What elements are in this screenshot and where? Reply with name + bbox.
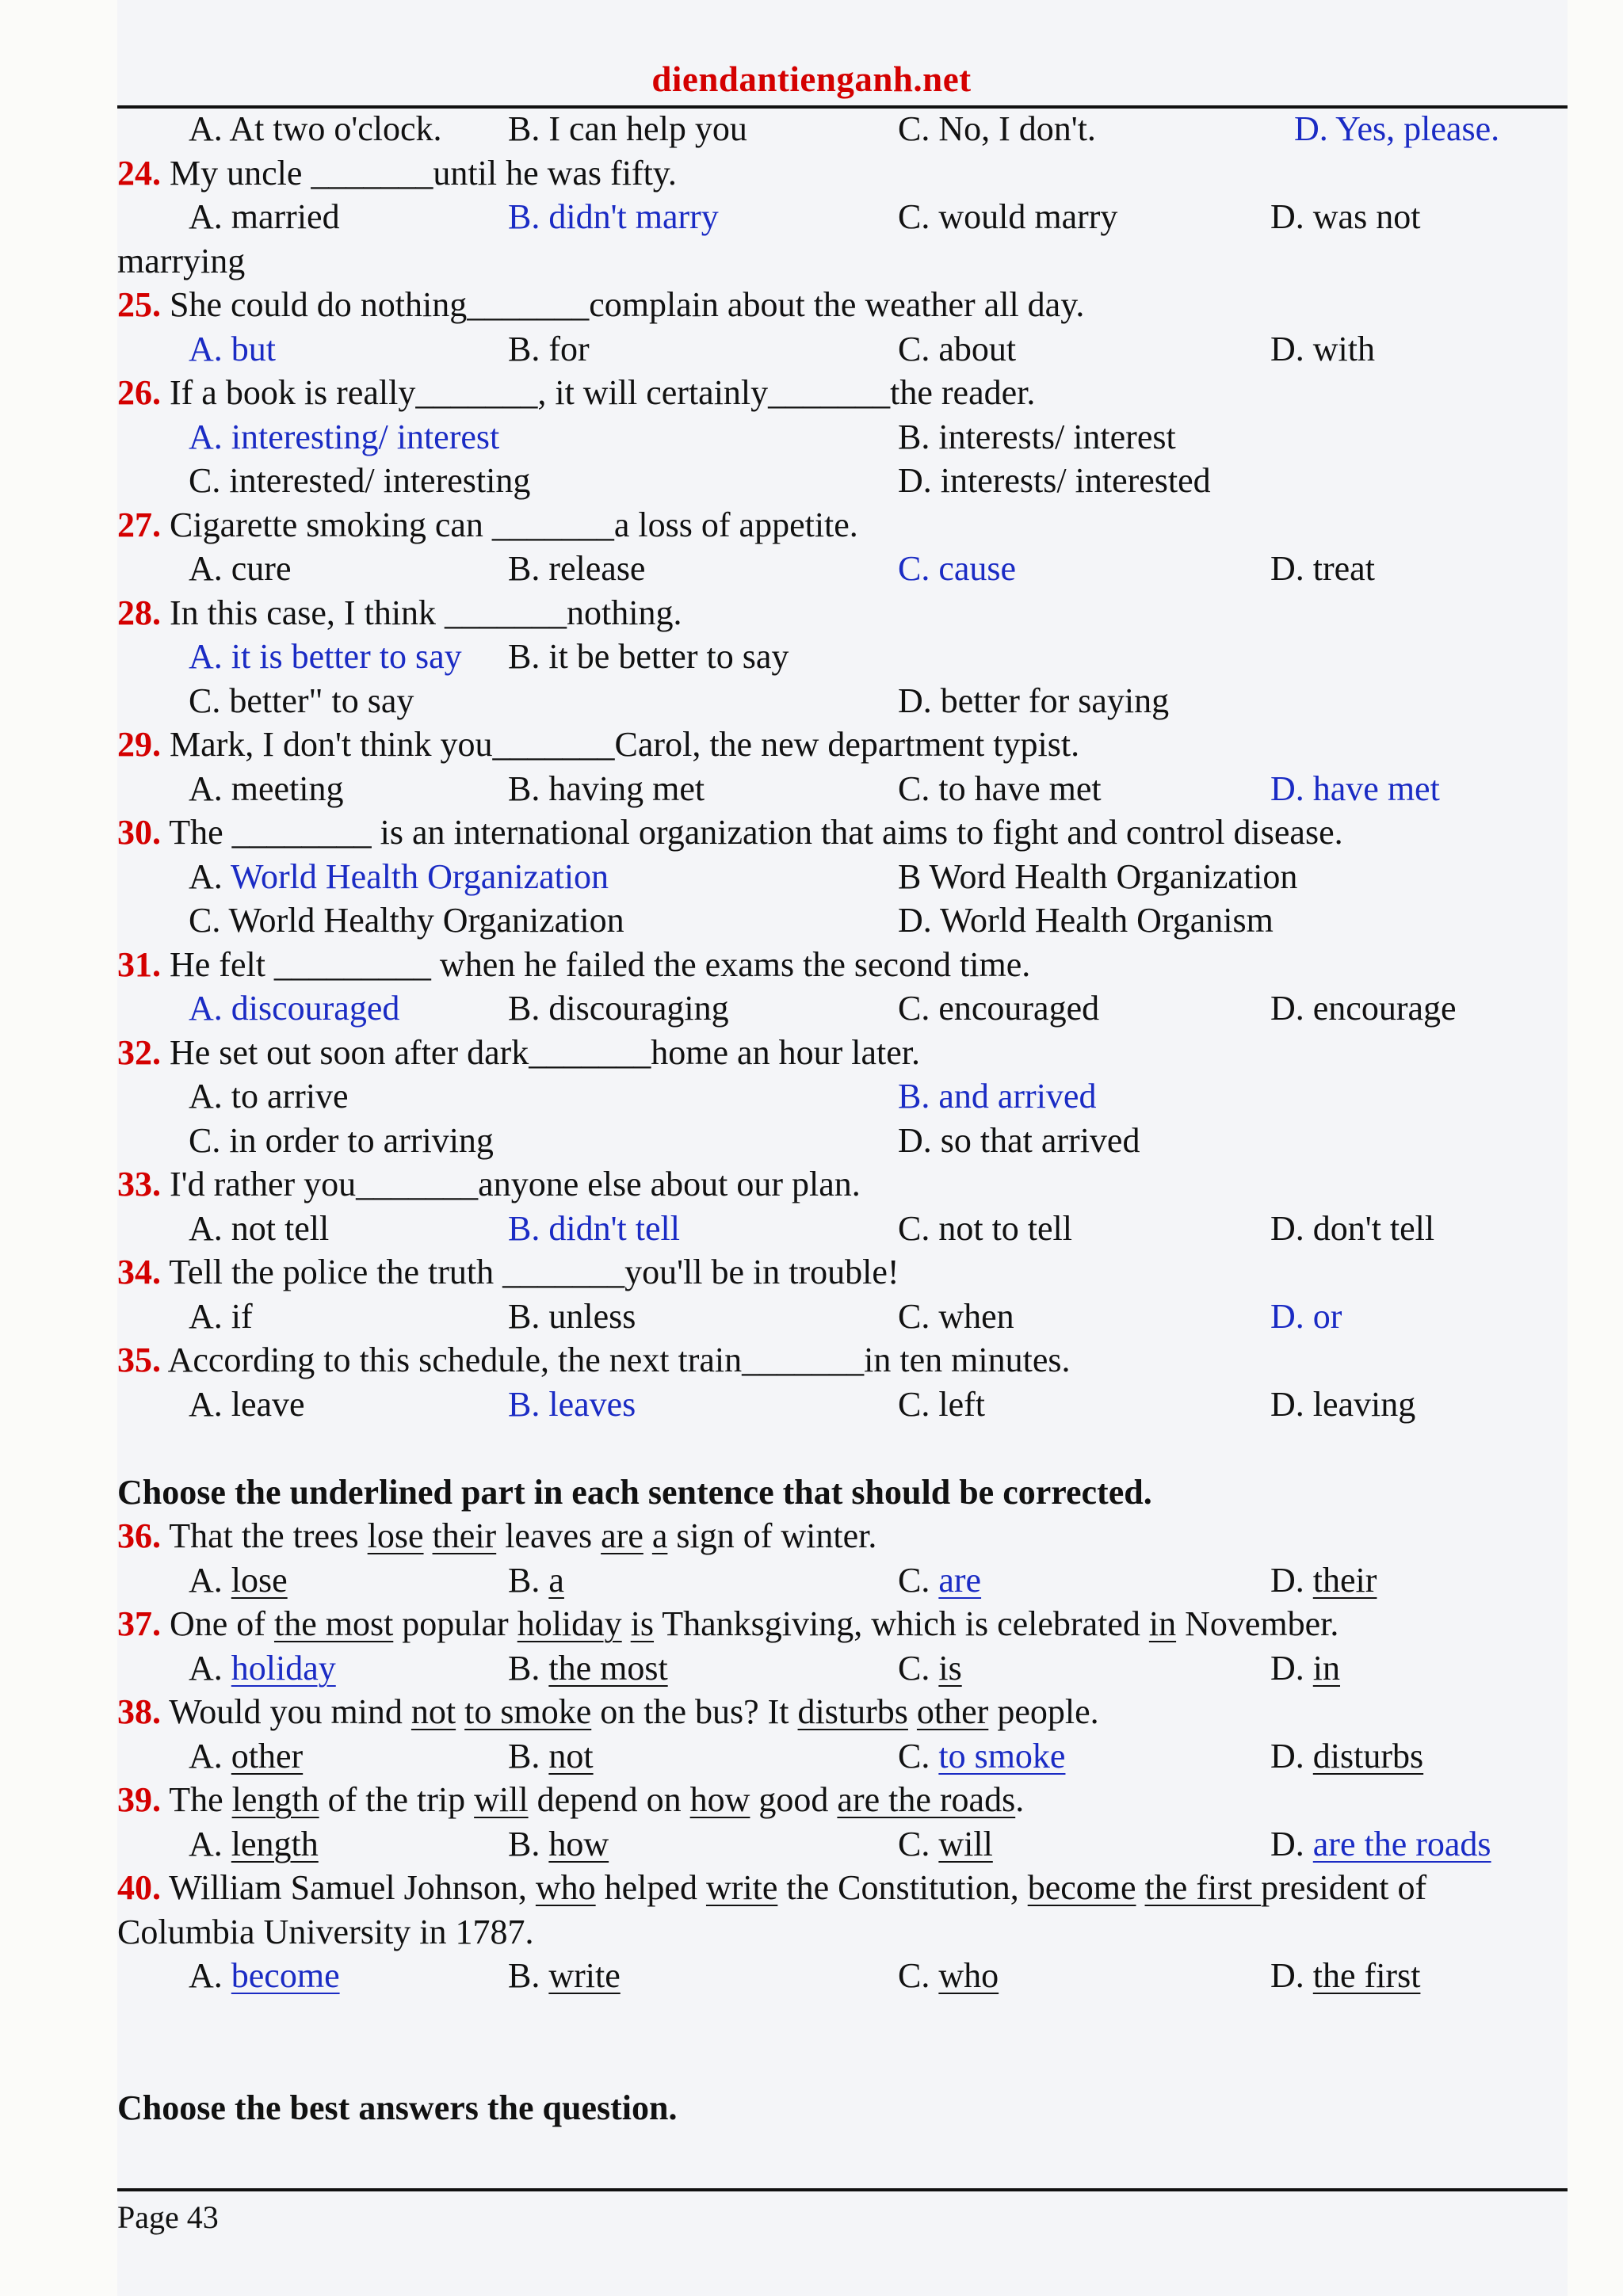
q32-number: 32. [117, 1032, 161, 1072]
q37-number: 37. [117, 1604, 161, 1643]
q38-option-b-letter: B. [508, 1736, 549, 1775]
q36-underlined-3: are [601, 1516, 643, 1555]
q38-underlined-4: other [916, 1692, 989, 1731]
q36-option-c-letter: C. [898, 1560, 939, 1600]
q26-option-a: A. interesting/ interest [189, 417, 500, 456]
q38-underlined-1: not [411, 1692, 456, 1731]
q34-text: Tell the police the truth _______you'll be in trouble! [169, 1253, 899, 1291]
q39-text-1: The [169, 1780, 232, 1819]
q35-number: 35. [117, 1341, 161, 1379]
q38-option-d [1270, 1734, 1423, 1779]
q37-underlined-4: in [1148, 1604, 1177, 1643]
q38-option-d-letter: D. [1270, 1736, 1313, 1775]
q36-option-d-letter: D. [1270, 1560, 1313, 1600]
q38-option-a-letter: A. [189, 1736, 231, 1775]
q38-text-5: people. [988, 1692, 1099, 1731]
q39-text-2: of the trip [319, 1780, 475, 1819]
q24-option-a: A. married [189, 197, 340, 236]
q39-option-b-letter: B. [508, 1824, 549, 1863]
q30-option-b: B Word Health Organization [898, 856, 1298, 896]
q25-number: 25. [117, 285, 161, 324]
q36-underlined-4: a [651, 1516, 668, 1555]
q24-option-b: B. didn't marry [508, 197, 719, 236]
q23-option-c: C. No, I don't. [898, 109, 1096, 148]
section-heading-error-identification: Choose the underlined part in each sentence that should be corrected. [117, 1472, 1152, 1512]
q23-options [117, 107, 1568, 151]
q40-text-4 [1136, 1868, 1145, 1907]
q39-option-c [898, 1822, 993, 1867]
q38-text-3: on the bus? It [591, 1692, 798, 1731]
q29-option-c: C. to have met [898, 769, 1102, 808]
q28-options-ab [117, 635, 1568, 679]
q31-stem [117, 943, 1568, 987]
q32-option-d: D. so that arrived [898, 1120, 1140, 1160]
q38-option-c-text: to smoke [938, 1736, 1066, 1775]
q27-option-a: A. cure [189, 549, 292, 588]
q34-option-a: A. if [189, 1296, 253, 1336]
q28-option-d: D. better for saying [898, 681, 1170, 720]
q37-text-2: popular [393, 1604, 517, 1643]
q27-stem [117, 503, 1568, 547]
q35-stem [117, 1338, 1568, 1383]
q24-option-d: D. was not [1270, 197, 1421, 236]
q36-option-a-letter: A. [189, 1560, 231, 1600]
footer-rule [117, 2188, 1568, 2191]
q33-text: I'd rather you_______anyone else about our plan. [170, 1165, 861, 1203]
q32-option-c: C. in order to arriving [189, 1120, 494, 1160]
q38-options [117, 1734, 1568, 1779]
q38-text-2 [456, 1692, 464, 1731]
q37-option-a [189, 1646, 336, 1691]
q30-text: The ________ is an international organization that aims to fight and control disease. [169, 813, 1343, 852]
q30-options-ab [117, 855, 1568, 899]
site-title: diendantienganh.net [651, 59, 972, 99]
q36-text-3: leaves [496, 1516, 601, 1555]
q23-option-b: B. I can help you [508, 109, 747, 148]
q26-option-b: B. interests/ interest [898, 417, 1176, 456]
q38-option-c-letter: C. [898, 1736, 939, 1775]
q37-option-b-text: the most [548, 1648, 668, 1688]
q39-underlined-2: will [474, 1780, 529, 1819]
q37-option-d [1270, 1646, 1340, 1691]
q36-option-a-text: lose [231, 1560, 288, 1600]
q37-option-c-text: is [938, 1648, 962, 1688]
q40-text-2: helped [595, 1868, 706, 1907]
q26-options-cd [117, 459, 1568, 503]
q39-stem [117, 1778, 1568, 1822]
q32-option-b: B. and arrived [898, 1077, 1097, 1116]
q40-text-3: the Constitution, [777, 1868, 1028, 1907]
q39-option-c-letter: C. [898, 1824, 939, 1863]
q34-option-d: D. or [1270, 1296, 1342, 1336]
q36-number: 36. [117, 1516, 161, 1555]
q36-text-2 [424, 1516, 433, 1555]
q33-option-a: A. not tell [189, 1208, 330, 1248]
q40-number: 40. [117, 1868, 161, 1907]
q29-option-b: B. having met [508, 769, 705, 808]
q39-option-d [1270, 1822, 1491, 1867]
q40-option-a-letter: A. [189, 1956, 231, 1995]
q39-underlined-3: how [689, 1780, 750, 1819]
q29-option-a: A. meeting [189, 769, 344, 808]
q32-stem [117, 1031, 1568, 1075]
q36-underlined-2: their [432, 1516, 497, 1555]
q39-underlined-1: length [231, 1780, 319, 1819]
q24-option-d-continued [117, 239, 1568, 284]
q36-option-a [189, 1558, 288, 1603]
q25-option-c: C. about [898, 329, 1017, 368]
q32-options-cd [117, 1119, 1568, 1163]
q37-text-3 [622, 1604, 631, 1643]
q39-option-d-letter: D. [1270, 1824, 1313, 1863]
spacer [117, 2042, 1568, 2086]
q24-stem [117, 151, 1568, 196]
q26-stem [117, 371, 1568, 415]
q23-option-a: A. At two o'clock. [189, 109, 442, 148]
q30-number: 30. [117, 813, 161, 852]
q38-text-1: Would you mind [169, 1692, 411, 1731]
q37-underlined-2: holiday [517, 1604, 622, 1643]
q37-option-a-text: holiday [231, 1648, 336, 1688]
spacer [117, 1998, 1568, 2042]
q26-number: 26. [117, 373, 161, 412]
q37-option-b [508, 1646, 668, 1691]
q26-option-d: D. interests/ interested [898, 461, 1211, 500]
q29-options [117, 767, 1568, 811]
q27-option-b: B. release [508, 549, 646, 588]
q23-option-d: D. Yes, please. [1294, 109, 1500, 148]
q35-text: According to this schedule, the next train_______in ten minutes. [167, 1341, 1071, 1379]
q37-option-a-letter: A. [189, 1648, 231, 1688]
q36-stem [117, 1514, 1568, 1558]
q30-options-cd [117, 898, 1568, 943]
q40-option-c-letter: C. [898, 1956, 939, 1995]
q40-underlined-2: write [705, 1868, 778, 1907]
q40-underlined-3: become [1027, 1868, 1136, 1907]
q27-option-d: D. treat [1270, 549, 1375, 588]
q39-text-3: depend on [528, 1780, 690, 1819]
q39-options [117, 1822, 1568, 1867]
q31-option-a: A. discouraged [189, 989, 400, 1028]
q31-option-c: C. encouraged [898, 989, 1100, 1028]
q28-number: 28. [117, 593, 161, 632]
q33-option-c: C. not to tell [898, 1208, 1072, 1248]
q38-option-b-text: not [548, 1736, 594, 1775]
q30-option-a-prefix: A. [189, 856, 231, 896]
q39-text-4: good [750, 1780, 838, 1819]
q24-option-c: C. would marry [898, 197, 1118, 236]
q37-option-c [898, 1646, 962, 1691]
q28-options-cd [117, 679, 1568, 723]
q38-underlined-2: to smoke [464, 1692, 592, 1731]
q38-option-b [508, 1734, 594, 1779]
q36-option-d-text: their [1312, 1560, 1377, 1600]
q40-option-d-text: the first [1312, 1956, 1421, 1995]
q35-option-d: D. leaving [1270, 1384, 1416, 1424]
q26-text: If a book is really_______, it will certainly_______the reader. [170, 373, 1036, 412]
q25-option-d: D. with [1270, 329, 1375, 368]
q36-options [117, 1558, 1568, 1603]
q36-option-c [898, 1558, 981, 1603]
q35-option-c: C. left [898, 1384, 985, 1424]
q37-text-4: Thanksgiving, which is celebrated [654, 1604, 1149, 1643]
q36-underlined-1: lose [367, 1516, 424, 1555]
q28-stem [117, 591, 1568, 635]
q34-option-b: B. unless [508, 1296, 636, 1336]
q36-option-d [1270, 1558, 1377, 1603]
q36-text-5: sign of winter. [667, 1516, 877, 1555]
q29-number: 29. [117, 725, 161, 764]
q37-text-1: One of [170, 1604, 274, 1643]
q40-text-1: William Samuel Johnson, [169, 1868, 536, 1907]
q37-underlined-1: the most [273, 1604, 394, 1643]
q39-text-5: . [1015, 1780, 1025, 1819]
q27-text: Cigarette smoking can _______a loss of appetite. [170, 505, 858, 544]
q32-option-a: A. to arrive [189, 1077, 349, 1116]
q25-option-b: B. for [508, 329, 590, 368]
q39-option-a-letter: A. [189, 1824, 231, 1863]
q25-option-a: A. but [189, 329, 276, 368]
q36-option-c-text: are [938, 1560, 982, 1600]
q37-option-b-letter: B. [508, 1648, 549, 1688]
q24-number: 24. [117, 153, 161, 193]
q35-option-b: B. leaves [508, 1384, 636, 1424]
q40-stem-continued [117, 1910, 1568, 1955]
q39-option-b-text: how [548, 1824, 609, 1863]
q37-options [117, 1646, 1568, 1691]
q37-option-d-text: in [1312, 1648, 1341, 1688]
q31-text: He felt _________ when he failed the exams the second time. [170, 944, 1031, 984]
q39-option-d-text: are the roads [1312, 1824, 1491, 1863]
q36-option-b [508, 1558, 564, 1603]
q40-option-c-text: who [938, 1956, 999, 1995]
q30-option-a [189, 855, 609, 899]
q27-number: 27. [117, 505, 161, 544]
q29-stem [117, 723, 1568, 767]
q36-text-4 [643, 1516, 652, 1555]
q40-option-d-letter: D. [1270, 1956, 1313, 1995]
q25-options [117, 327, 1568, 372]
q30-option-a-text: World Health Organization [230, 856, 609, 896]
q33-stem [117, 1162, 1568, 1207]
q40-text-5: president of [1261, 1868, 1427, 1907]
q37-option-c-letter: C. [898, 1648, 939, 1688]
q31-option-d: D. encourage [1270, 989, 1457, 1028]
q36-option-b-letter: B. [508, 1560, 549, 1600]
page-number: Page 43 [117, 2199, 219, 2235]
q33-number: 33. [117, 1165, 161, 1203]
q24-text: My uncle _______until he was fifty. [170, 153, 677, 193]
q24-options [117, 195, 1568, 239]
q26-options-ab [117, 415, 1568, 460]
q34-stem [117, 1250, 1568, 1295]
q28-text: In this case, I think _______nothing. [170, 593, 682, 632]
q39-option-b [508, 1822, 609, 1867]
q30-option-d: D. World Health Organism [898, 901, 1274, 940]
q38-underlined-3: disturbs [797, 1692, 908, 1731]
q37-stem [117, 1602, 1568, 1646]
q33-option-d: D. don't tell [1270, 1208, 1435, 1248]
q40-option-a [189, 1954, 340, 1998]
q34-options [117, 1295, 1568, 1339]
document-body [117, 107, 1568, 2130]
q33-option-b: B. didn't tell [508, 1208, 680, 1248]
q34-option-c: C. when [898, 1296, 1014, 1336]
q29-text: Mark, I don't think you_______Carol, the new department typist. [170, 725, 1080, 764]
q35-options [117, 1383, 1568, 1427]
q32-options-ab [117, 1074, 1568, 1119]
section-heading-best-answer: Choose the best answers the question. [117, 2088, 678, 2127]
q27-option-c: C. cause [898, 549, 1017, 588]
q40-option-a-text: become [231, 1956, 340, 1995]
q31-number: 31. [117, 944, 161, 984]
q29-option-d: D. have met [1270, 769, 1440, 808]
q36-option-b-text: a [548, 1560, 564, 1600]
q39-underlined-4: are the roads [837, 1780, 1016, 1819]
q34-number: 34. [117, 1253, 161, 1291]
spacer [117, 1426, 1568, 1470]
q40-underlined-1: who [535, 1868, 596, 1907]
q31-options [117, 986, 1568, 1031]
q31-option-b: B. discouraging [508, 989, 729, 1028]
q40-option-c [898, 1954, 999, 1998]
q40-stem [117, 1866, 1568, 1910]
q40-option-b-letter: B. [508, 1956, 549, 1995]
q30-stem [117, 810, 1568, 855]
q38-stem [117, 1690, 1568, 1734]
q25-text: She could do nothing_______complain about the weather all day. [170, 285, 1085, 324]
q38-number: 38. [117, 1692, 161, 1731]
q27-options [117, 547, 1568, 591]
q25-stem [117, 283, 1568, 327]
q28-option-c: C. better" to say [189, 681, 414, 720]
q35-option-a: A. leave [189, 1384, 305, 1424]
q37-text-5: November. [1176, 1604, 1339, 1643]
q39-option-a [189, 1822, 319, 1867]
q40-option-b-text: write [548, 1956, 621, 1995]
q40-option-b [508, 1954, 621, 1998]
q28-option-a: A. it is better to say [189, 637, 462, 676]
q28-option-b: B. it be better to say [508, 637, 789, 676]
q38-option-c [898, 1734, 1065, 1779]
q40-option-d [1270, 1954, 1420, 1998]
q38-option-a-text: other [231, 1736, 304, 1775]
q37-option-d-letter: D. [1270, 1648, 1313, 1688]
q38-option-a [189, 1734, 303, 1779]
q39-number: 39. [117, 1780, 161, 1819]
q40-underlined-4: the first [1144, 1868, 1262, 1907]
q24-option-d-cont-text: marrying [117, 241, 246, 280]
q32-text: He set out soon after dark_______home an hour later. [170, 1032, 920, 1072]
q38-text-4 [908, 1692, 917, 1731]
q33-options [117, 1207, 1568, 1251]
q37-underlined-3: is [630, 1604, 655, 1643]
q40-options [117, 1954, 1568, 1998]
q39-option-a-text: length [231, 1824, 319, 1863]
q40-text-cont: Columbia University in 1787. [117, 1912, 534, 1951]
q39-option-c-text: will [938, 1824, 993, 1863]
q38-option-d-text: disturbs [1312, 1736, 1424, 1775]
q30-option-c: C. World Healthy Organization [189, 901, 624, 940]
q36-text-1: That the trees [169, 1516, 368, 1555]
q26-option-c: C. interested/ interesting [189, 461, 531, 500]
